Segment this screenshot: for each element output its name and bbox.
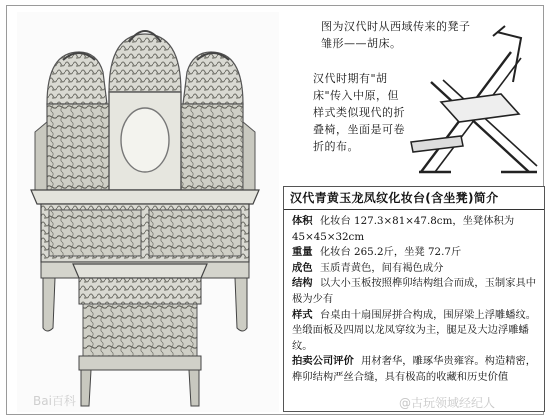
caption-origin: 图为汉代时从西域传来的凳子雏形——胡床。 (321, 20, 471, 50)
info-row-weight (292, 245, 538, 261)
info-body (284, 210, 544, 386)
info-text: 台桌由十扇围屏拼合构成，围屏梁上浮雕蟠纹。坐缎面板及四周以龙凤穿纹为主，腿足及大边浮雕蟠纹。 (292, 308, 537, 352)
info-text: 化妆台 265.2斤，坐凳 72.7斤 (319, 246, 462, 259)
info-row-color (292, 261, 538, 277)
info-text: 用材奢华，雕琢华贵雍容。构造精密，榫卯结构严丝合缝，具有极高的收藏和历史价值 (292, 355, 537, 383)
jade-dressing-table-photo (17, 12, 279, 412)
info-label: 重量 (292, 246, 313, 259)
info-row-structure (292, 276, 538, 307)
huchuang-panel (283, 12, 545, 184)
info-label: 拍卖公司评价 (292, 355, 354, 368)
info-text: 以大小玉板按照榫卯结构组合而成，玉制家具中极为少有 (292, 277, 537, 305)
info-text: 化妆台 127.3×81×47.8cm，坐凳体积为 45×45×32cm (292, 215, 515, 243)
info-label: 体积 (292, 215, 313, 227)
baidu-watermark: Bai百科 (33, 394, 76, 408)
info-row-style (292, 308, 538, 355)
info-row-volume (292, 214, 538, 245)
folding-chair-drawing (401, 22, 541, 182)
info-label: 样式 (292, 308, 313, 321)
info-row-appraisal (292, 354, 538, 385)
author-watermark: @古玩领域经纪人 (399, 396, 496, 410)
info-text: 玉质青黄色，间有褐色成分 (319, 261, 444, 274)
dressing-table-illustration (17, 12, 279, 412)
info-title: 汉代青黄玉龙凤纹化妆台(含坐凳)简介 (284, 187, 544, 210)
info-panel (283, 186, 545, 412)
figure-frame (6, 5, 544, 415)
caption-han-dynasty: 汉代时期有"胡床"传入中原，但样式类似现代的折叠椅，坐面是可卷折的布。 (313, 72, 405, 153)
info-label: 成色 (292, 261, 313, 274)
info-label: 结构 (292, 277, 313, 290)
